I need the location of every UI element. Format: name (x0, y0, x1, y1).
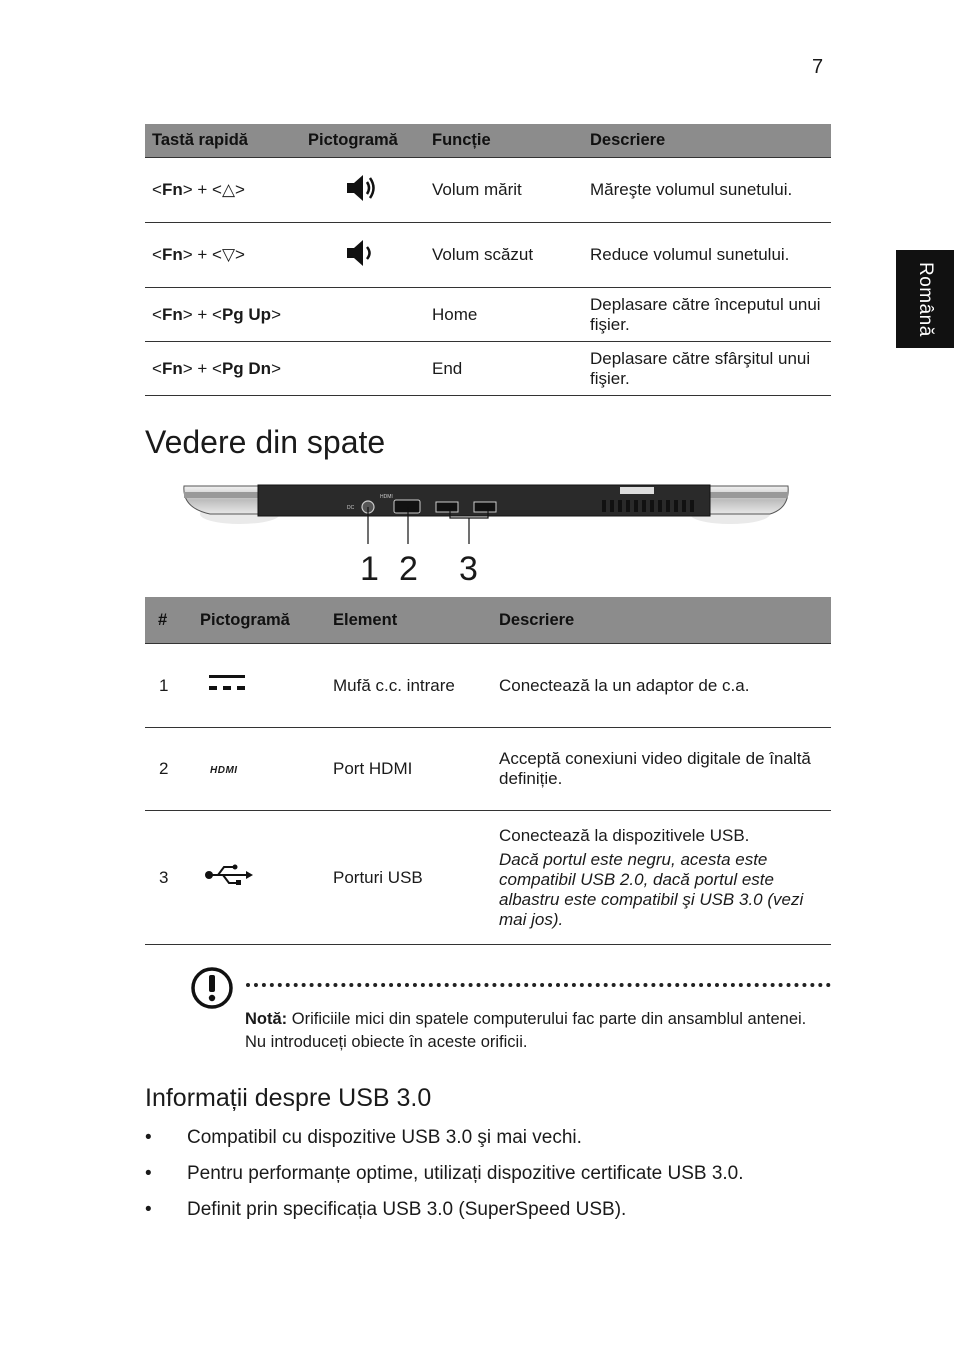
header-icon: Pictogramă (193, 597, 326, 644)
header-description: Descriere (492, 597, 831, 644)
usb-bullet-list (145, 1126, 845, 1234)
volume-up-icon (346, 173, 380, 203)
description-cell: Reduce volumul sunetului. (583, 223, 831, 288)
list-item: • Pentru performanțe optime, utilizați dispozitive certificate USB 3.0. (145, 1162, 845, 1186)
rear-ports-table (145, 597, 831, 945)
description-note: Dacă portul este negru, acesta este compatibil USB 2.0, dacă portul este albastru este compatibil şi USB 3.0 (vezi mai jos). (499, 849, 804, 929)
hotkey-table-header (145, 124, 831, 158)
hotkey-cell: <Fn> + <Pg Up> (145, 288, 301, 342)
note-label: Notă: (245, 1010, 288, 1028)
header-number: # (145, 597, 193, 644)
usb-port-1 (436, 502, 458, 512)
language-label: Română (915, 261, 936, 337)
usb-port-2 (474, 502, 496, 512)
table-row (145, 288, 831, 342)
section-title: Vedere din spate (145, 424, 386, 460)
hotkey-cell: <Fn> + <Pg Dn> (145, 342, 301, 396)
header-function: Funcție (425, 124, 583, 158)
description-cell: Măreşte volumul sunetului. (583, 158, 831, 223)
function-cell: Home (425, 288, 583, 342)
header-icon: Pictogramă (301, 124, 425, 158)
table-row (145, 728, 831, 811)
hotkey-table (145, 124, 831, 396)
dc-in-icon (208, 671, 246, 695)
number-cell: 2 (145, 728, 193, 811)
description-cell: Deplasare către sfârşitul unui fişier. (583, 342, 831, 396)
hotkey-cell: <Fn> + <▽> (145, 223, 301, 288)
callout-3: 3 (459, 550, 478, 588)
page-number: 7 (812, 56, 824, 78)
header-description: Descriere (583, 124, 831, 158)
function-cell: Volum scăzut (425, 223, 583, 288)
element-cell: Porturi USB (326, 811, 492, 945)
list-item: • Compatibil cu dispozitive USB 3.0 şi mai vechi. (145, 1126, 845, 1150)
number-cell: 1 (145, 644, 193, 728)
warning-icon (190, 966, 234, 1010)
description-cell: Deplasare către începutul unui fişier. (583, 288, 831, 342)
hotkey-cell: <Fn> + <△> (145, 158, 301, 223)
callout-2: 2 (399, 550, 418, 588)
element-cell: Port HDMI (326, 728, 492, 811)
dc-port-label: DC (347, 505, 355, 511)
callout-1: 1 (360, 550, 379, 588)
description-text: Conectează la dispozitivele USB. (499, 825, 750, 845)
table-row (145, 223, 831, 288)
note-text (245, 1008, 831, 1054)
number-cell: 3 (145, 811, 193, 945)
table-row (145, 811, 831, 945)
hdmi-icon: HDMI (210, 764, 238, 776)
description-cell: Acceptă conexiuni video digitale de înaltă definiție. (492, 728, 831, 811)
description-cell: Conectează la un adaptor de c.a. (492, 644, 831, 728)
table-row (145, 342, 831, 396)
volume-down-icon (346, 238, 380, 268)
list-item: • Definit prin specificația USB 3.0 (SuperSpeed USB). (145, 1198, 845, 1222)
usb-icon (204, 863, 254, 887)
header-hotkey: Tastă rapidă (145, 124, 301, 158)
element-cell: Mufă c.c. intrare (326, 644, 492, 728)
rear-table-header (145, 597, 831, 644)
function-cell: Volum mărit (425, 158, 583, 223)
description-cell (492, 811, 831, 945)
function-cell: End (425, 342, 583, 396)
hdmi-port (394, 500, 420, 513)
language-side-tab (896, 250, 954, 348)
note-separator (246, 983, 831, 987)
table-row (145, 644, 831, 728)
header-element: Element (326, 597, 492, 644)
table-row (145, 158, 831, 223)
usb-section-title: Informații despre USB 3.0 (145, 1084, 432, 1112)
laptop-rear-illustration (170, 478, 810, 544)
hdmi-port-label: HDMI (380, 494, 393, 500)
note-body: Orificiile mici din spatele computerului fac parte din ansamblul antenei. Nu introduceți obiecte în aceste orificii. (245, 1010, 807, 1051)
